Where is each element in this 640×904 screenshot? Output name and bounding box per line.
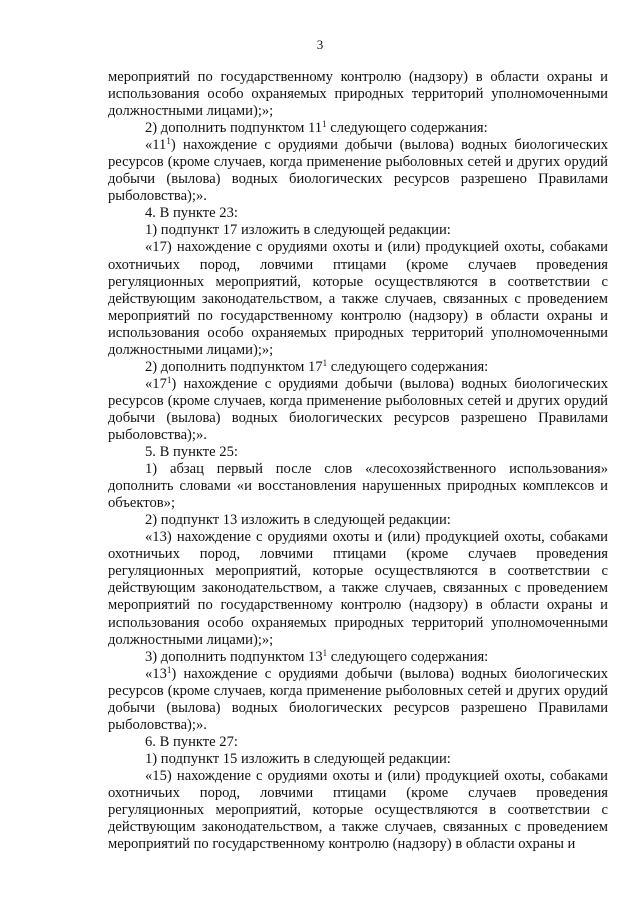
superscript-index: 1 [322,647,328,658]
superscript-index: 1 [322,357,328,368]
paragraph-p04 [108,205,608,222]
paragraph-text: следующего содержания: [326,120,488,137]
paragraph-text: ) нахождение с орудиями добычи (вылова) водных биологических ресурсов (кроме случаев, когда применение рыболовных сетей и других орудий добычи (вылова) водных биологических ресурсов разрешено Правилами рыболовства);». [108,375,608,443]
paragraph-text: «15) нахождение с орудиями охоты и (или) продукцией охоты, собаками охотничьих пород, ловчими птицами (кроме случаев проведения регуляционных мероприятий, которые осуществляются в соответствии с действующим законодательством, а также случаев, связанных с проведением мероприятий по государственному контролю (надзору) в области охраны и [108,767,608,853]
paragraph-p01 [108,69,608,120]
superscript-index: 1 [166,664,172,675]
paragraph-p10 [108,461,608,512]
paragraph-text: 2) дополнить подпунктом 11 [145,120,323,137]
paragraph-text: «17) нахождение с орудиями охоты и (или) продукцией охоты, собаками охотничьих пород, ловчими птицами (кроме случаев проведения регуляционных мероприятий, которые осуществляются в соответствии с действующим законодательством, а также случаев, связанных с проведением мероприятий по государственному контролю (надзору) в области охраны и использования особо охраняемых природных территорий уполномоченными должностными лицами);»; [108,239,608,358]
paragraph-text: 5. В пункте 25: [145,444,238,461]
superscript-index: 1 [322,119,327,130]
superscript-index: 1 [166,136,171,147]
paragraph-p15 [108,734,608,751]
paragraph-p02 [108,120,608,137]
paragraph-p03 [108,137,608,205]
paragraph-p14 [108,666,608,734]
paragraph-text: мероприятий по государственному контролю (надзору) в области охраны и использования особо охраняемых природных территорий уполномоченными должностными лицами);»; [108,69,608,120]
paragraph-p07 [108,359,608,376]
paragraph-text: 4. В пункте 23: [145,205,238,222]
paragraph-p11 [108,512,608,529]
paragraph-text: ) нахождение с орудиями добычи (вылова) водных биологических ресурсов (кроме случаев, когда применение рыболовных сетей и других орудий добычи (вылова) водных биологических ресурсов разрешено Правилами рыболовства);». [108,137,608,205]
paragraph-p17 [108,768,608,853]
paragraph-text: 2) дополнить подпунктом 17 [145,358,323,375]
paragraph-p05 [108,222,608,239]
paragraph-p13 [108,649,608,666]
paragraph-text: 6. В пункте 27: [145,733,238,750]
document-body [108,69,608,853]
page-number: 3 [316,37,324,52]
paragraph-text: «11 [145,137,167,154]
paragraph-text: следующего содержания: [327,358,489,375]
paragraph-p09 [108,444,608,461]
paragraph-text: 3) дополнить подпунктом 13 [145,648,323,665]
paragraph-p12 [108,529,608,648]
paragraph-text: 1) подпункт 15 изложить в следующей редакции: [145,750,451,767]
paragraph-p16 [108,751,608,768]
paragraph-text: «13) нахождение с орудиями охоты и (или) продукцией охоты, собаками охотничьих пород, ловчими птицами (кроме случаев проведения регуляционных мероприятий, которые осуществляются в соответствии с действующим законодательством, а также случаев, связанных с проведением мероприятий по государственному контролю (надзору) в области охраны и использования особо охраняемых природных территорий уполномоченными должностными лицами);»; [108,529,608,648]
paragraph-text: 1) подпункт 17 изложить в следующей редакции: [145,222,451,239]
paragraph-text: следующего содержания: [327,648,489,665]
paragraph-text: 2) подпункт 13 изложить в следующей редакции: [145,512,451,529]
paragraph-p06 [108,239,608,358]
superscript-index: 1 [166,374,172,385]
paragraph-p08 [108,376,608,444]
paragraph-text: 1) абзац первый после слов «лесохозяйственного использования» дополнить словами «и восстановления нарушенных природных комплексов и объектов»; [108,461,608,512]
paragraph-text: «13 [145,665,167,682]
paragraph-text: ) нахождение с орудиями добычи (вылова) водных биологических ресурсов (кроме случаев, когда применение рыболовных сетей и других орудий добычи (вылова) водных биологических ресурсов разрешено Правилами рыболовства);». [108,665,608,733]
paragraph-text: «17 [145,375,167,392]
